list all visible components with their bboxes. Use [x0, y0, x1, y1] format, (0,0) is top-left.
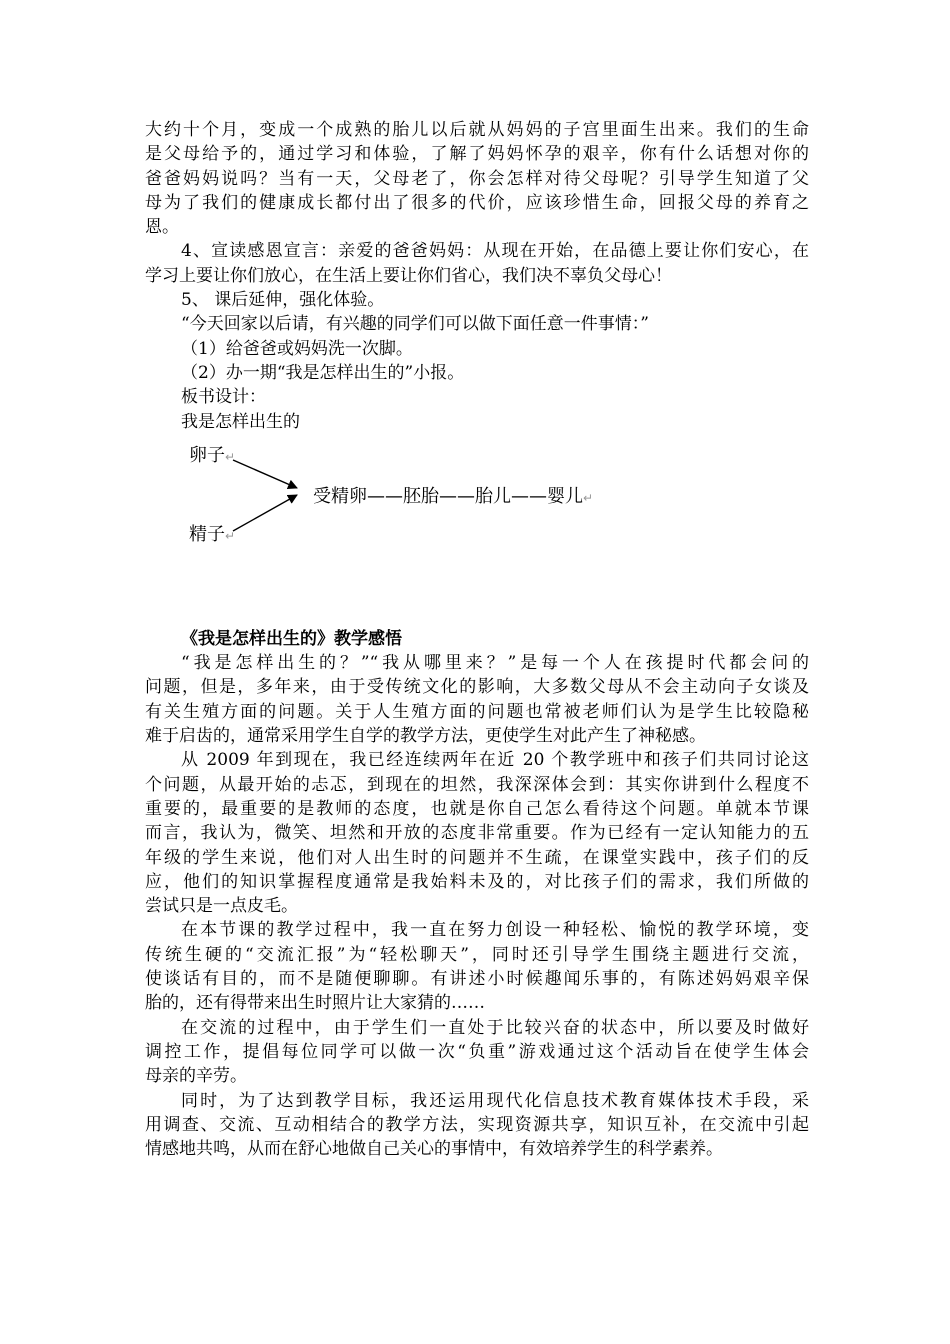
text-line: 有关生殖方面的问题。关于人生殖方面的问题也常被老师们认为是学生比较隐秘: [145, 701, 809, 722]
text-line: 重要的，最重要的是教师的态度，也就是你自己怎么看待这个问题。单就本节课: [145, 798, 809, 819]
text-line: 在交流的过程中，由于学生们一直处于比较兴奋的状态中，所以要及时做好: [181, 1017, 809, 1038]
birth-diagram: [145, 438, 809, 603]
text-line: 恩。: [145, 217, 179, 238]
text-line: 难于启齿的，通常采用学生自学的教学方法，更使学生对此产生了神秘感。: [145, 726, 706, 747]
text-line: 胎的，还有得带来出生时照片让大家猜的……: [145, 993, 485, 1014]
paragraph-mark-icon: ↵: [225, 528, 236, 543]
text-line: 4、宣读感恩宣言：亲爱的爸爸妈妈：从现在开始，在品德上要让你们安心，在: [181, 241, 809, 262]
homework-task-2: （2）办一期“我是怎样出生的”小报。: [181, 362, 465, 383]
board-design-title: 我是怎样出生的: [181, 411, 300, 432]
arrow-from-egg: [233, 460, 297, 488]
reflection-heading: 《我是怎样出生的》教学感悟: [181, 628, 402, 649]
text-line: 情感地共鸣，从而在舒心地做自己关心的事情中，有效培养学生的科学素养。: [145, 1139, 723, 1160]
text-line: 应，他们的知识掌握程度通常是我始料未及的，对比孩子们的需求，我们所做的: [145, 871, 809, 892]
sperm-label: 精子↵: [189, 523, 236, 545]
text-line: 大约十个月，变成一个成熟的胎儿以后就从妈妈的子宫里面生出来。我们的生命: [145, 120, 809, 140]
arrow-from-sperm: [233, 495, 297, 531]
section-item-5: 5、 课后延伸，强化体验。: [181, 290, 385, 311]
text-line: 而言，我认为，微笑、坦然和开放的态度非常重要。作为已经有一定认知能力的五: [145, 823, 809, 844]
text-line: 使谈话有目的，而不是随便聊聊。有讲述小时候趣闻乐事的，有陈述妈妈艰辛保: [145, 969, 809, 990]
text-line: 是父母给予的，通过学习和体验，了解了妈妈怀孕的艰辛，你有什么话想对你的: [145, 144, 809, 165]
paragraph-mark-icon: ↵: [583, 490, 594, 505]
text-line: 在本节课的教学过程中，我一直在努力创设一种轻松、愉悦的教学环境，变: [181, 920, 809, 941]
text-line: 用调查、交流、互动相结合的教学方法，实现资源共享，知识互补，在交流中引起: [145, 1114, 809, 1135]
text-line: 个问题，从最开始的忐忑，到现在的坦然，我深深体会到：其实你讲到什么程度不: [145, 774, 809, 795]
diagram-arrows: [145, 438, 809, 603]
homework-task-1: （1）给爸爸或妈妈洗一次脚。: [181, 338, 413, 359]
text-line: 母为了我们的健康成长都付出了很多的代价，应该珍惜生命，回报父母的养育之: [145, 192, 809, 213]
text-line: 学习上要让你们放心，在生活上要让你们省心，我们决不辜负父母心！: [145, 265, 672, 286]
text-line: 母亲的辛劳。: [145, 1066, 247, 1087]
homework-quote: “今天回家以后请，有兴趣的同学们可以做下面任意一件事情：”: [181, 314, 649, 335]
text-line: 从 2009 年到现在，我已经连续两年在近 20 个教学班中和孩子们共同讨论这: [181, 750, 809, 771]
text-line: 传统生硬的“交流汇报”为“轻松聊天”，同时还引导学生围绕主题进行交流，: [145, 944, 809, 965]
text-line: 尝试只是一点皮毛。: [145, 896, 298, 917]
development-chain: 受精卵——胚胎——胎儿——婴儿↵: [313, 485, 594, 507]
text-line: “我是怎样出生的？”“我从哪里来？”是每一个人在孩提时代都会问的: [181, 653, 809, 674]
text-line: 爸爸妈妈说吗？当有一天，父母老了，你会怎样对待父母呢？引导学生知道了父: [145, 168, 809, 189]
text-line: 年级的学生来说，他们对人出生时的问题并不生疏，在课堂实践中，孩子们的反: [145, 847, 809, 868]
text-line: 同时，为了达到教学目标，我还运用现代化信息技术教育媒体技术手段，采: [181, 1090, 809, 1111]
text-line: 问题，但是，多年来，由于受传统文化的影响，大多数父母从不会主动向子女谈及: [145, 677, 809, 698]
document-page: [145, 118, 809, 1161]
paragraph-mark-icon: ↵: [225, 449, 236, 464]
board-design-label: 板书设计：: [181, 387, 266, 408]
text-line: 调控工作，提倡每位同学可以做一次“负重”游戏通过这个活动旨在使学生体会: [145, 1041, 809, 1062]
egg-label: 卵子↵: [189, 444, 236, 466]
